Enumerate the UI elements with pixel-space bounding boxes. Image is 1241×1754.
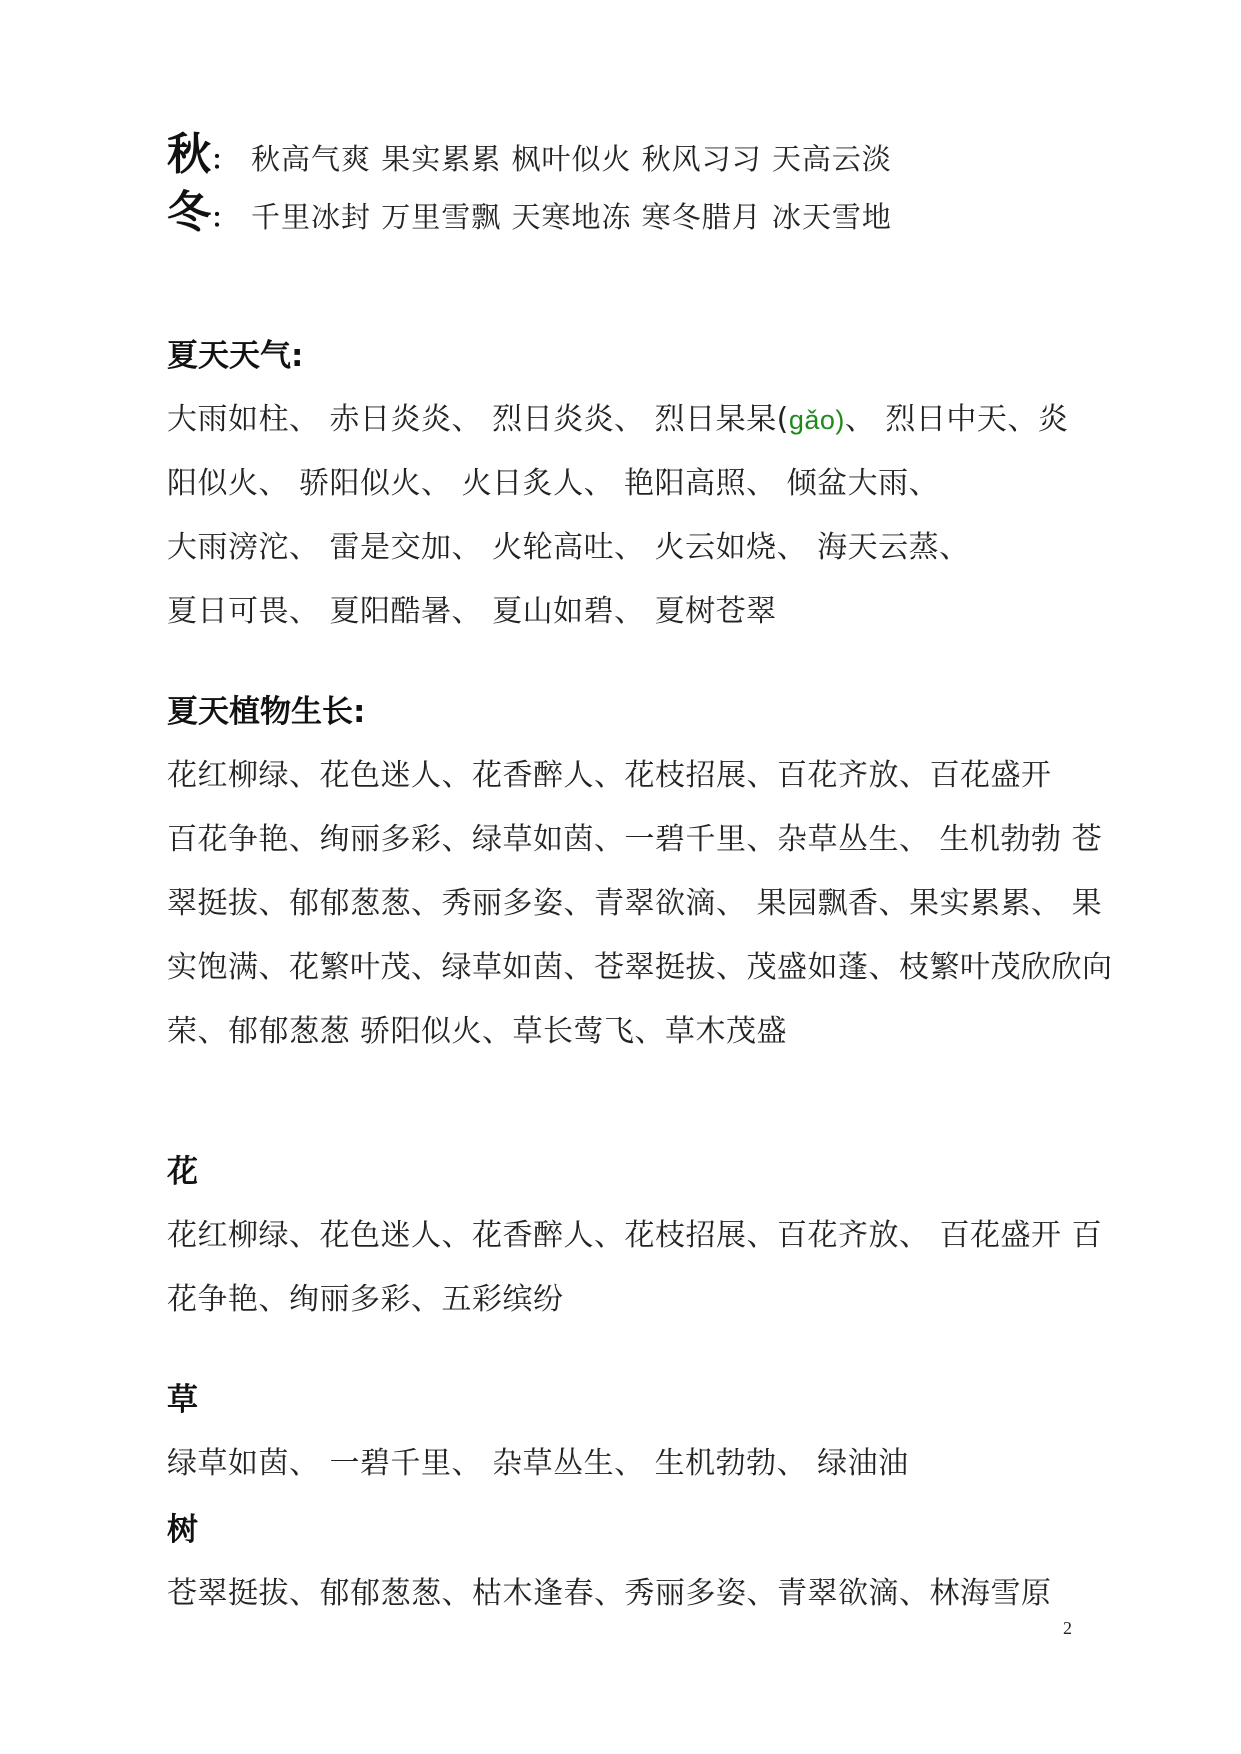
flower-heading: 花	[167, 1154, 198, 1190]
summer-weather-line-1	[167, 394, 1068, 438]
flower-line-2: 花争艳、绚丽多彩、五彩缤纷	[167, 1282, 564, 1317]
summer-plants-heading: 夏天植物生长:	[167, 694, 366, 730]
page-number: 2	[1063, 1618, 1072, 1638]
summer-weather-line-1-end: 、 烈日中天、炎	[844, 402, 1069, 437]
tree-heading: 树	[167, 1512, 198, 1548]
summer-plants-line-5: 荣、郁郁葱葱 骄阳似火、草长莺飞、草木茂盛	[167, 1014, 788, 1049]
grass-line-1: 绿草如茵、 一碧千里、 杂草丛生、 生机勃勃、 绿油油	[167, 1446, 909, 1481]
summer-plants-line-4: 实饱满、花繁叶茂、绿草如茵、苍翠挺拔、茂盛如蓬、枝繁叶茂欣欣向	[167, 950, 1113, 985]
winter-label: 冬	[167, 187, 211, 238]
winter-colon: ：	[211, 204, 238, 234]
summer-weather-heading: 夏天天气:	[167, 338, 304, 374]
autumn-label: 秋	[167, 129, 211, 180]
winter-line	[167, 176, 892, 240]
summer-plants-line-1: 花红柳绿、花色迷人、花香醉人、花枝招展、百花齐放、百花盛开	[167, 758, 1052, 793]
autumn-line	[167, 118, 892, 182]
winter-idioms: 千里冰封 万里雪飘 天寒地冻 寒冬腊月 冰天雪地	[251, 200, 892, 234]
grass-heading: 草	[167, 1382, 198, 1418]
summer-weather-line-3: 大雨滂沱、 雷是交加、 火轮高吐、 火云如烧、 海天云蒸、	[167, 530, 970, 565]
pinyin-annotation: gǎo)	[788, 405, 845, 435]
tree-line-1: 苍翠挺拔、郁郁葱葱、枯木逢春、秀丽多姿、青翠欲滴、林海雪原	[167, 1576, 1052, 1611]
summer-plants-line-3: 翠挺拔、郁郁葱葱、秀丽多姿、青翠欲滴、 果园飘香、果实累累、 果	[167, 886, 1103, 921]
autumn-idioms: 秋高气爽 果实累累 枫叶似火 秋风习习 天高云淡	[251, 142, 892, 176]
autumn-colon: ：	[211, 146, 238, 176]
summer-weather-line-4: 夏日可畏、 夏阳酷暑、 夏山如碧、 夏树苍翠	[167, 594, 777, 629]
summer-weather-line-2: 阳似火、 骄阳似火、 火日炙人、 艳阳高照、 倾盆大雨、	[167, 466, 940, 501]
summer-weather-line-1-start: 大雨如柱、 赤日炎炎、 烈日炎炎、 烈日杲杲(	[167, 402, 789, 437]
summer-plants-line-2: 百花争艳、绚丽多彩、绿草如茵、一碧千里、杂草丛生、 生机勃勃 苍	[167, 822, 1103, 857]
flower-line-1: 花红柳绿、花色迷人、花香醉人、花枝招展、百花齐放、 百花盛开 百	[167, 1218, 1103, 1253]
